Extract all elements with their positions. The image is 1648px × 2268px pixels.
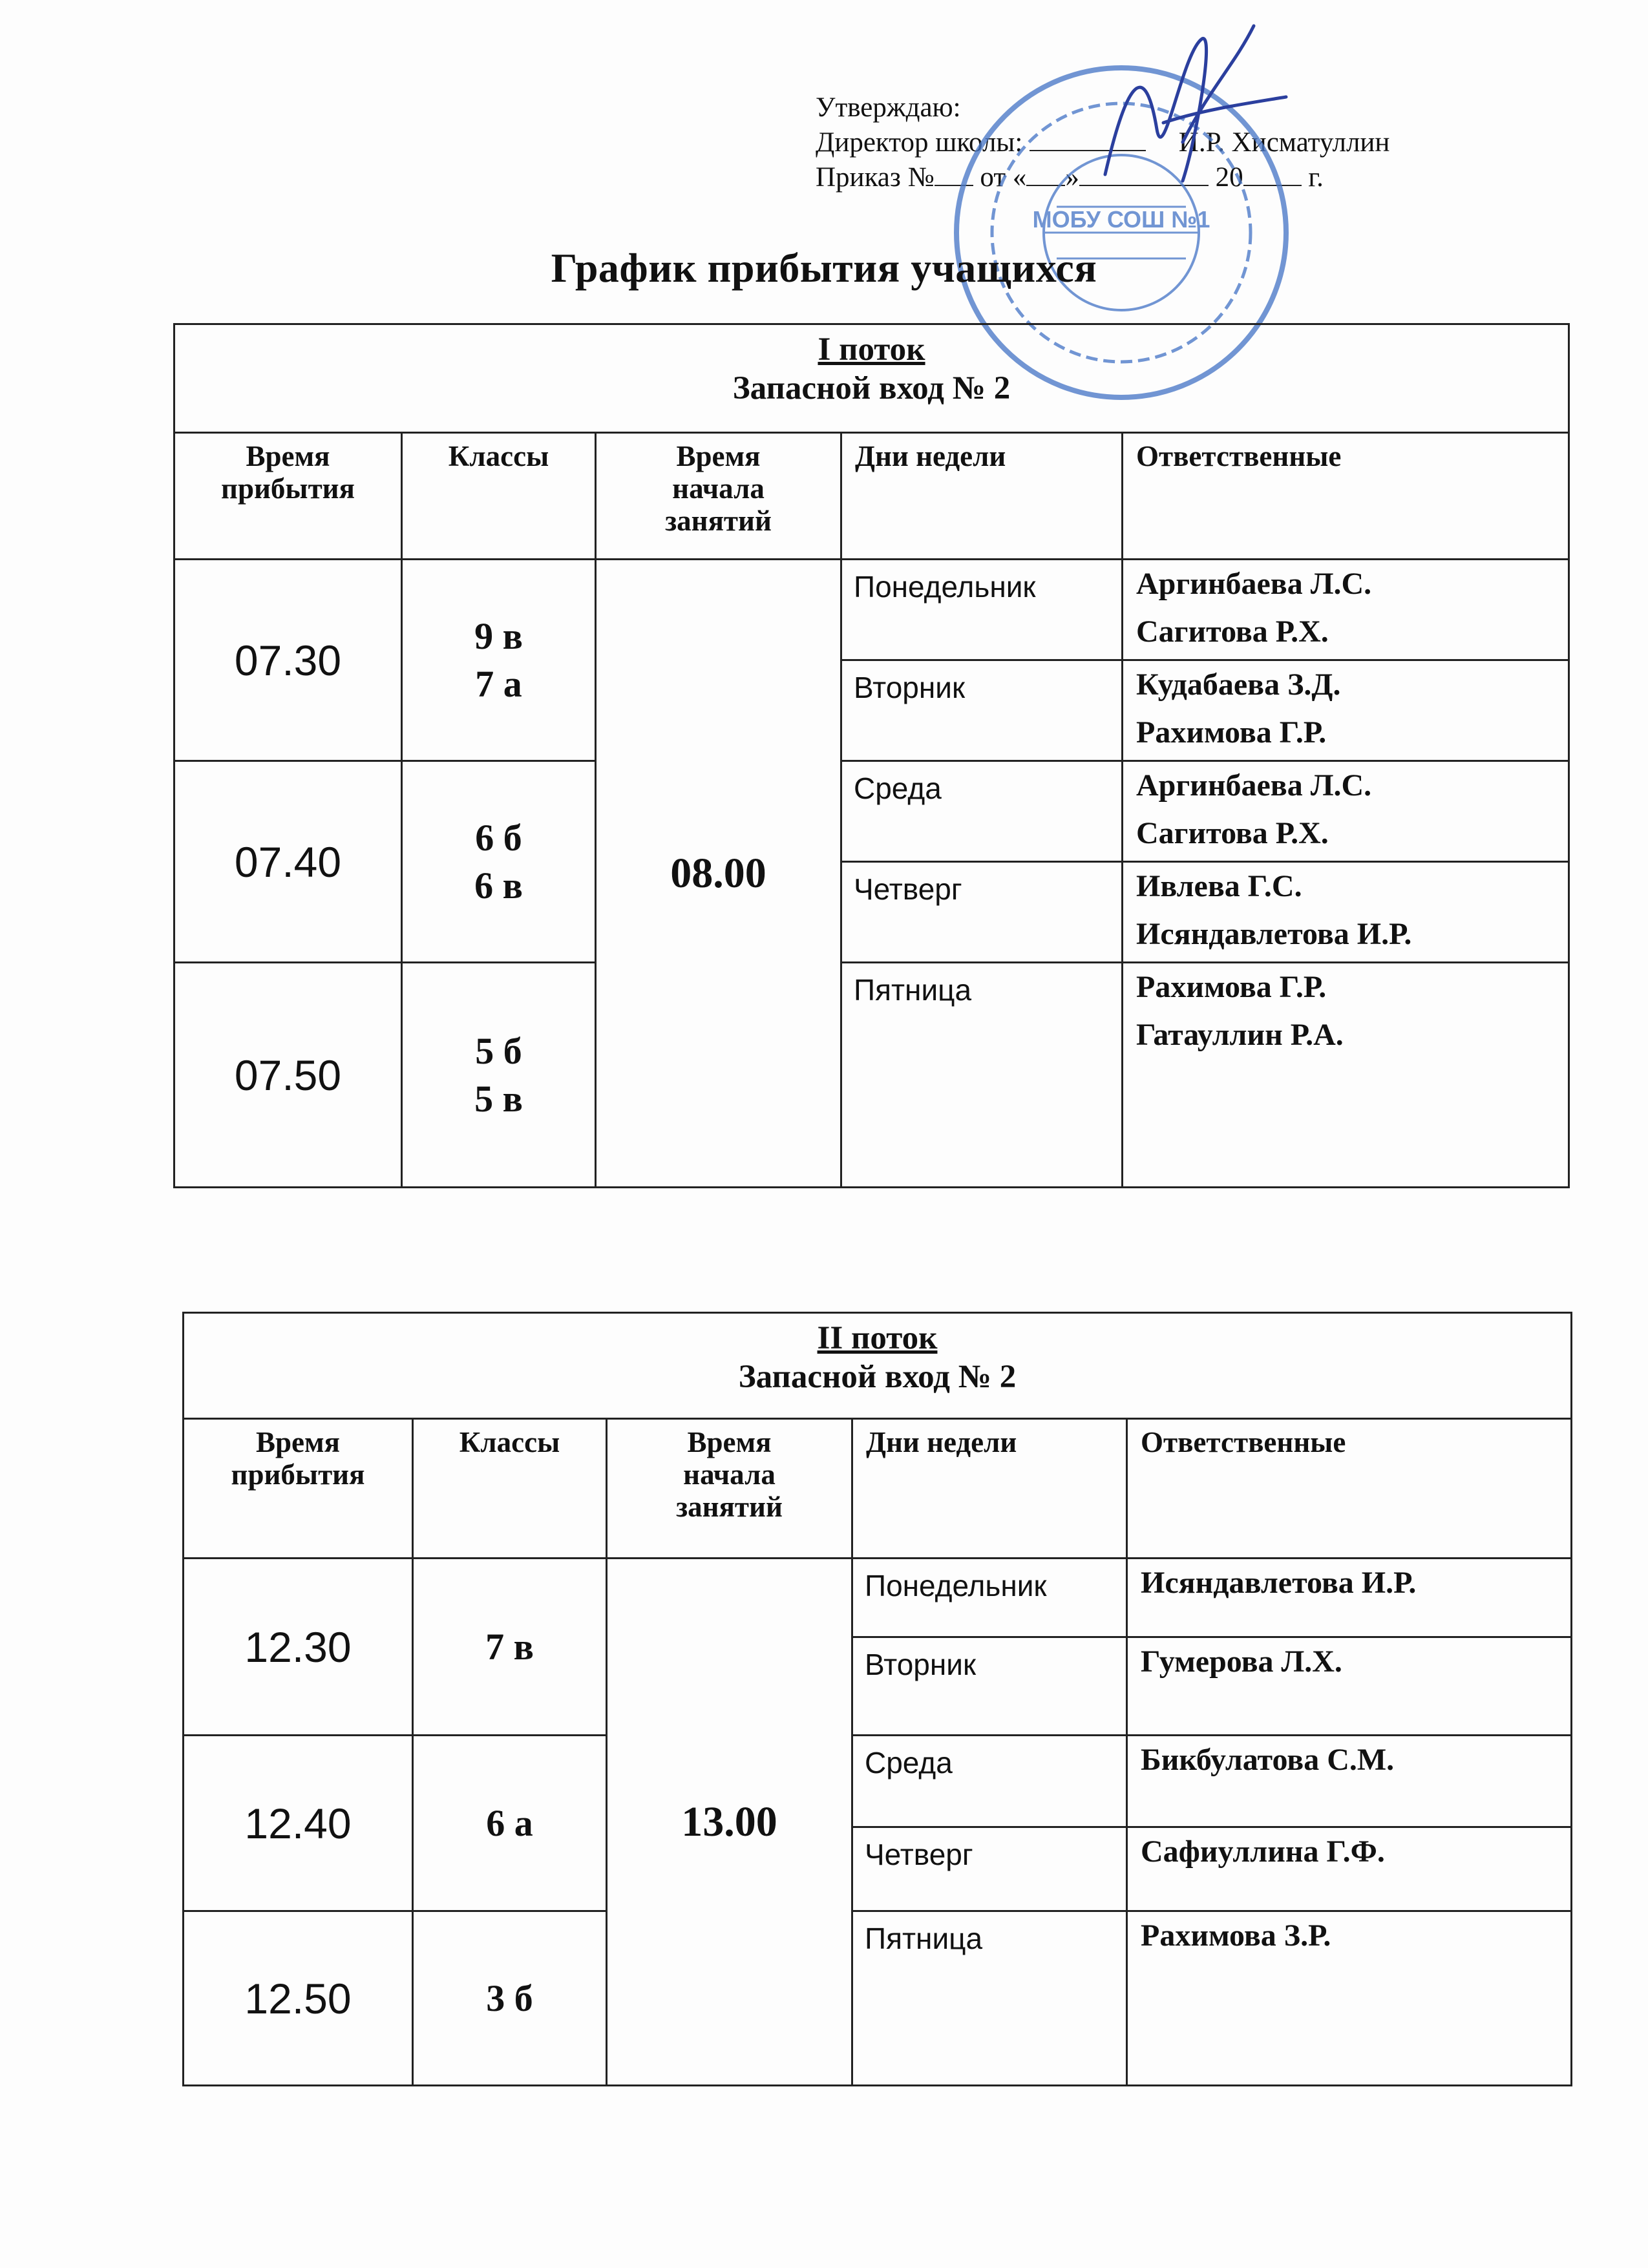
responsible-person: Рахимова Г.Р. [1136,970,1327,1004]
order-year-prefix: 20 [1215,162,1243,193]
table-row [184,1559,1572,1637]
weekday: Четверг [841,862,1123,963]
responsible-person: Аргинбаева Л.С. [1136,768,1372,803]
col-start-line-2: начала [672,472,765,505]
arrival-time: 12.40 [184,1736,413,1911]
class-item: 6 б [475,816,522,859]
col-start-header [596,433,841,560]
stream-2-name: II поток [817,1320,938,1356]
order-prefix: Приказ № [816,162,935,193]
responsible-people [1127,1827,1572,1911]
weekday: Понедельник [841,560,1123,660]
responsible-person: Ивлева Г.С. [1136,869,1302,903]
class-item: 7 а [475,662,522,705]
responsible-people [1123,963,1569,1188]
class-item: 5 в [474,1077,523,1120]
col-start-line-3: занятий [676,1491,783,1523]
weekday: Пятница [841,963,1123,1188]
col-start-line-1: Время [676,440,761,472]
responsible-person: Аргинбаева Л.С. [1136,567,1372,601]
table-row [174,761,1569,862]
responsible-person: Сафиуллина Г.Ф. [1141,1834,1385,1869]
weekday: Четверг [852,1827,1127,1911]
responsible-person: Исяндавлетова И.Р. [1136,917,1412,951]
stream-1-entrance: Запасной вход № 2 [732,370,1011,406]
class-list [402,963,596,1188]
col-days-header: Дни недели [852,1419,1127,1559]
responsible-people [1127,1736,1572,1827]
table-row [184,1736,1572,1827]
page-title: График прибытия учащихся [551,245,1097,291]
stamp-text: МОБУ СОШ №1 [1032,206,1210,233]
arrival-time: 07.50 [174,963,402,1188]
col-classes-header: Классы [413,1419,607,1559]
responsible-people [1123,560,1569,660]
responsible-people [1123,862,1569,963]
weekday: Среда [852,1736,1127,1827]
responsible-person: Сагитова Р.Х. [1136,614,1329,649]
class-list [402,761,596,963]
class-list [402,560,596,761]
responsible-people [1127,1637,1572,1736]
class-item: 3 б [486,1977,533,2019]
arrival-time: 07.40 [174,761,402,963]
col-arrival-line-1: Время [255,1426,340,1458]
responsible-person: Кудабаева З.Д. [1136,667,1341,702]
col-classes-header: Классы [402,433,596,560]
class-item: 7 в [485,1625,534,1668]
arrival-time: 07.30 [174,560,402,761]
col-start-line-2: начала [683,1458,776,1491]
class-list [413,1911,607,2086]
col-start-line-1: Время [687,1426,772,1458]
approval-director-name: И.Р. Хисматуллин [1178,127,1390,158]
lesson-start-time: 08.00 [596,560,841,1188]
col-arrival-line-2: прибытия [221,472,355,505]
responsible-person: Рахимова Г.Р. [1136,715,1327,750]
arrival-time: 12.30 [184,1559,413,1736]
col-arrival-header [174,433,402,560]
responsible-person: Бикбулатова С.М. [1141,1743,1395,1777]
responsible-people [1127,1559,1572,1637]
responsible-person: Сагитова Р.Х. [1136,816,1329,850]
class-list [413,1559,607,1736]
weekday: Среда [841,761,1123,862]
arrival-time: 12.50 [184,1911,413,2086]
table-row [184,1911,1572,1989]
col-arrival-line-2: прибытия [231,1458,365,1491]
director-signature [1086,13,1299,207]
col-days-header: Дни недели [841,433,1123,560]
stream-1-table [173,323,1570,1188]
lesson-start-time: 13.00 [607,1559,852,2086]
col-start-line-3: занятий [665,505,772,537]
stream-1-name: I поток [818,331,925,368]
weekday: Пятница [852,1911,1127,2086]
responsible-person: Исяндавлетова И.Р. [1141,1566,1417,1600]
class-list [413,1736,607,1911]
order-suffix: г. [1308,162,1324,193]
col-arrival-line-1: Время [246,440,330,472]
responsible-person: Гумерова Л.Х. [1141,1644,1342,1679]
class-item: 6 а [486,1801,533,1844]
responsible-person: Рахимова З.Р. [1141,1918,1331,1953]
class-item: 5 б [475,1029,522,1072]
stream-1-header [174,324,1569,433]
approval-director-label: Директор школы: [816,127,1023,158]
class-item: 9 в [474,614,523,657]
table-row [174,963,1569,1038]
stream-2-table [182,1312,1572,2086]
weekday: Понедельник [852,1559,1127,1637]
table-row [174,560,1569,660]
col-start-header [607,1419,852,1559]
order-quote-close: » [1065,162,1079,193]
class-item: 6 в [474,864,523,907]
responsible-people [1123,761,1569,862]
col-arrival-header [184,1419,413,1559]
stream-2-entrance: Запасной вход № 2 [738,1359,1017,1395]
weekday: Вторник [852,1637,1127,1736]
responsible-people [1127,1911,1572,2086]
responsible-people [1123,660,1569,761]
order-from: от « [980,162,1027,193]
col-responsible-header: Ответственные [1123,433,1569,560]
approval-heading: Утверждаю: [816,92,961,123]
col-responsible-header: Ответственные [1127,1419,1572,1559]
weekday: Вторник [841,660,1123,761]
stream-2-header [184,1313,1572,1419]
responsible-person: Гатауллин Р.А. [1136,1018,1344,1052]
